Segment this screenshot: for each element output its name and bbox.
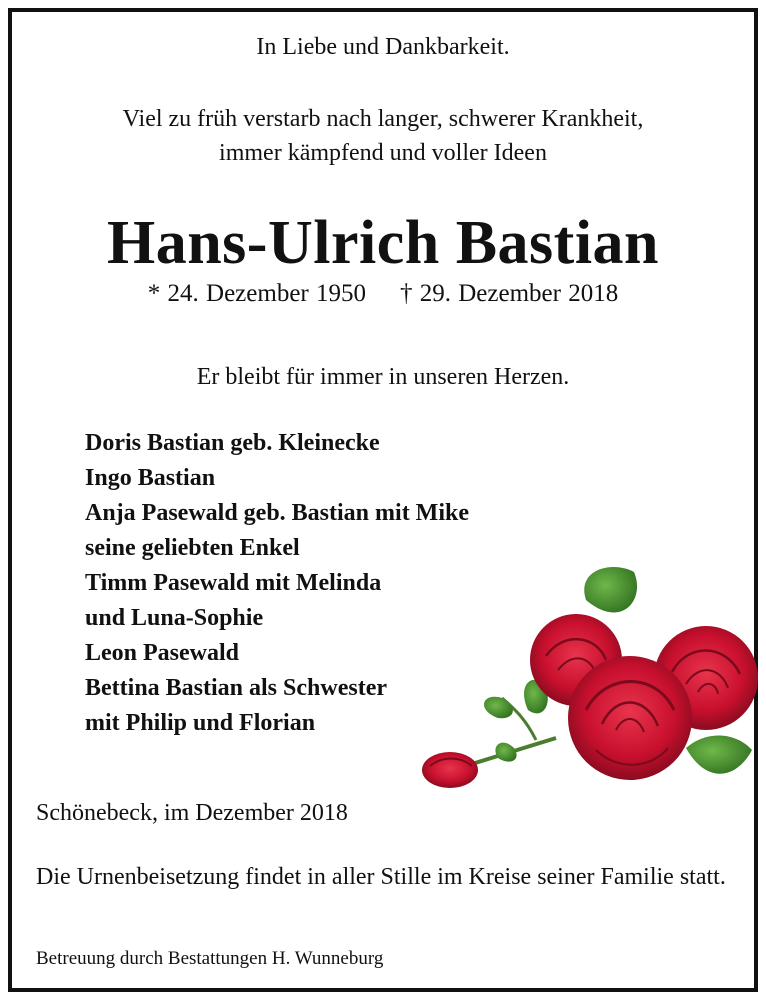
mourner-line: seine geliebten Enkel — [85, 535, 300, 561]
cause-line-1: Viel zu früh verstarb nach langer, schwerer Krankheit, — [122, 106, 644, 132]
birth-date: * 24. Dezember 1950 — [147, 280, 366, 307]
mourner-line: Doris Bastian geb. Kleinecke — [85, 430, 380, 456]
place-date: Schönebeck, im Dezember 2018 — [36, 800, 348, 826]
mourner-line: mit Philip und Florian — [85, 710, 316, 736]
deceased-name: Hans-Ulrich Bastian — [106, 209, 660, 277]
cause-line-2: immer kämpfend und voller Ideen — [219, 140, 547, 166]
mourner-line: Bettina Bastian als Schwester — [85, 675, 387, 701]
life-dates — [12, 280, 754, 308]
death-date: † 29. Dezember 2018 — [400, 280, 619, 307]
motto-line: Er bleibt für immer in unseren Herzen. — [196, 364, 570, 390]
mourner-line: Anja Pasewald geb. Bastian mit Mike — [85, 500, 469, 526]
cause-text — [12, 102, 754, 170]
undertaker-credit: Betreuung durch Bestattungen H. Wunneburg — [36, 948, 384, 969]
red-roses-illustration — [406, 560, 758, 792]
mourner-line: Timm Pasewald mit Melinda — [85, 570, 382, 596]
mourner-line: Ingo Bastian — [85, 465, 216, 491]
mourner-line: Leon Pasewald — [85, 640, 240, 666]
obituary-notice — [8, 8, 758, 992]
burial-note: Die Urnenbeisetzung findet in aller Stille im Kreise seiner Familie statt. — [36, 864, 726, 890]
intro-line: In Liebe und Dankbarkeit. — [256, 34, 510, 60]
mourner-line: und Luna-Sophie — [85, 605, 264, 631]
